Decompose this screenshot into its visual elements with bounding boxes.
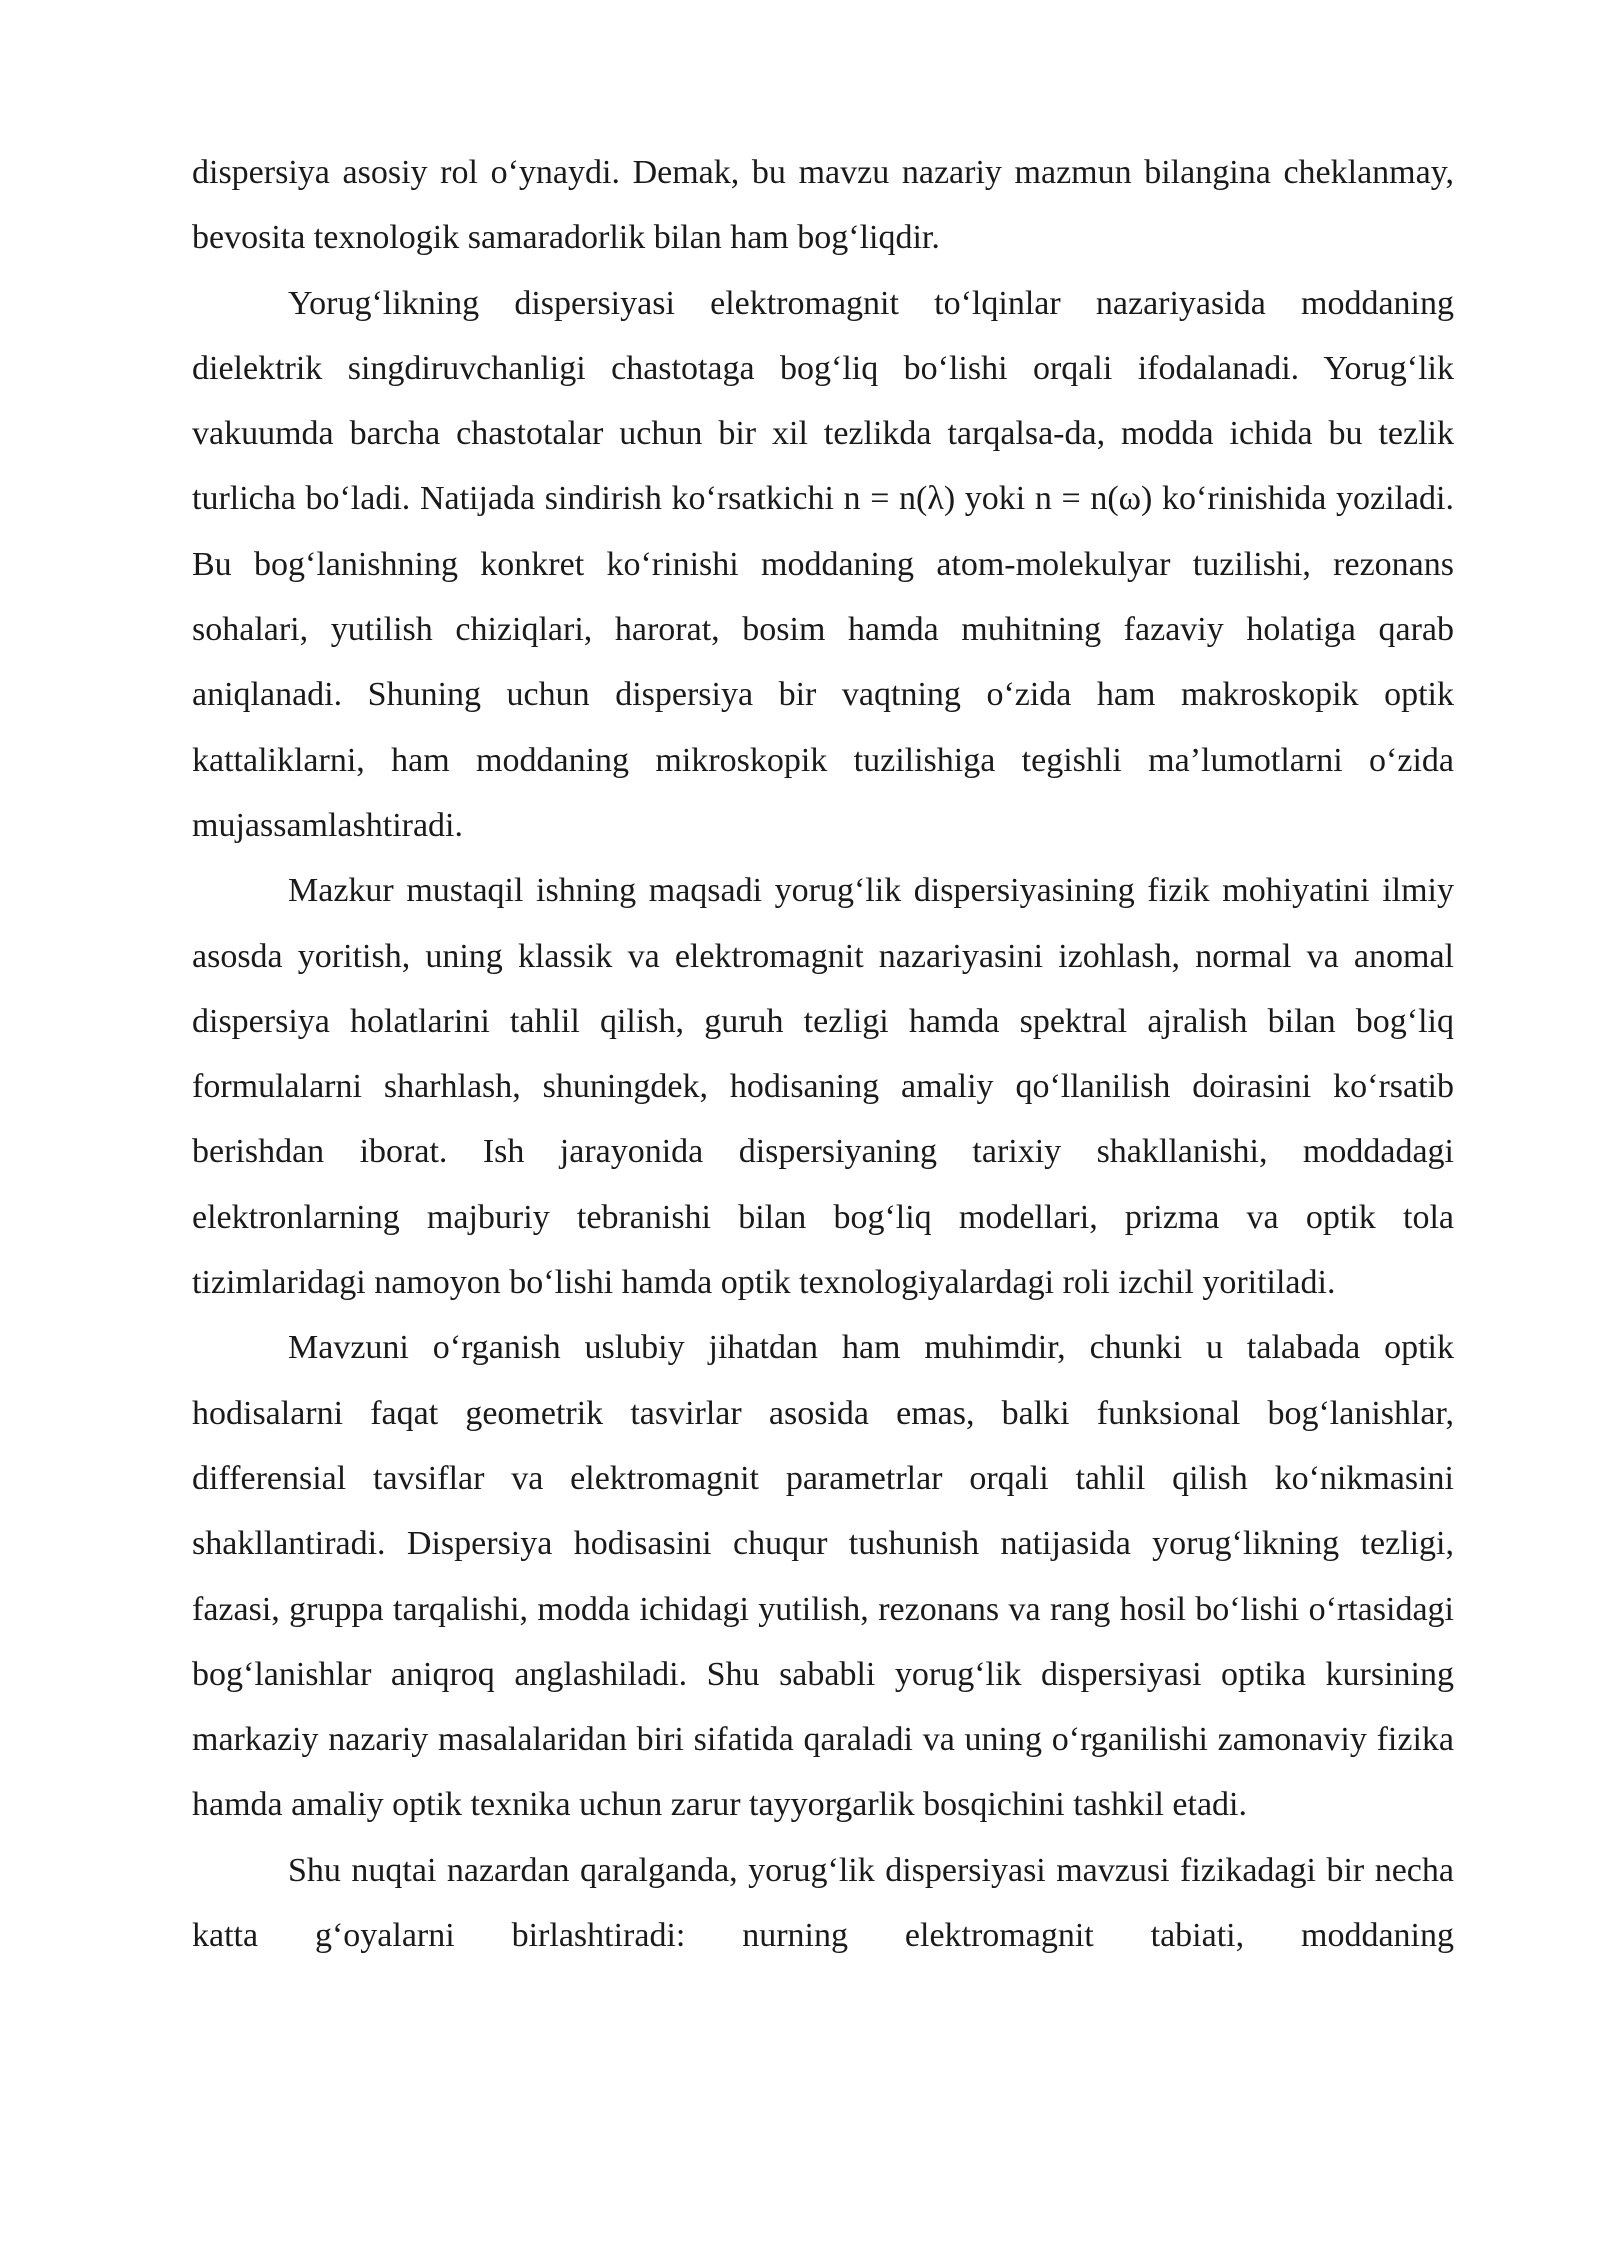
paragraph-work-goal: Mazkur mustaqil ishning maqsadi yorug‘lik dispersiyasining fizik mohiyatini ilmiy asosda yoritish, uning klassik va elektromagnit nazariyasini izohlash, normal va anomal dispersiya holatlarini tahlil qilish, guruh tezligi hamda spektral ajralish bilan bog‘liq formulalarni sharhlash, shuningdek, hodisaning amaliy qo‘llanilish doirasini ko‘rsatib berishdan iborat. Ish jarayonida dispersiyaning tarixiy shakllanishi, moddadagi elektronlarning majburiy tebranishi bilan bog‘liq modellari, prizma va optik tola tizimlaridagi namoyon bo‘lishi hamda optik texnologiyalardagi roli izchil yoritiladi. [192,872,1454,1302]
paragraph-continuation: dispersiya asosiy rol o‘ynaydi. Demak, bu mavzu nazariy mazmun bilangina cheklanmay, bevosita texnologik samaradorlik bilan ham bog‘liqdir. [192,154,1454,257]
paragraph-dispersion-theory: Yorug‘likning dispersiyasi elektromagnit to‘lqinlar nazariyasida moddaning dielektrik singdiruvchanligi chastotaga bog‘liq bo‘lishi orqali ifodalanadi. Yorug‘lik vakuumda barcha chastotalar uchun bir xil tezlikda tarqalsa-da, modda ichida bu tezlik turlicha bo‘ladi. Natijada sindirish ko‘rsatkichi n = n(λ) yoki n = n(ω) ko‘rinishida yoziladi. Bu bog‘lanishning konkret ko‘rinishi moddaning atom-molekulyar tuzilishi, rezonans sohalari, yutilish chiziqlari, harorat, bosim hamda muhitning fazaviy holatiga qarab aniqlanadi. Shuning uchun dispersiya bir vaqtning o‘zida ham makroskopik optik kattaliklarni, ham moddaning mikroskopik tuzilishiga tegishli ma’lumotlarni o‘zida mujassamlashtiradi. [192,284,1454,844]
body-text [192,140,1454,1968]
paragraph-conclusion-start: Shu nuqtai nazardan qaralganda, yorug‘lik dispersiyasi mavzusi fizikadagi bir necha katta g‘oyalarni birlashtiradi: nurning elektromagnit tabiati, moddaning [192,1851,1454,1955]
paragraph-methodology: Mavzuni o‘rganish uslubiy jihatdan ham muhimdir, chunki u talabada optik hodisalarni faqat geometrik tasvirlar asosida emas, balki funksional bog‘lanishlar, differensial tavsiflar va elektromagnit parametrlar orqali tahlil qilish ko‘nikmasini shakllantiradi. Dispersiya hodisasini chuqur tushunish natijasida yorug‘likning tezligi, fazasi, gruppa tarqalishi, modda ichidagi yutilish, rezonans va rang hosil bo‘lishi o‘rtasidagi bog‘lanishlar aniqroq anglashiladi. Shu sababli yorug‘lik dispersiyasi optika kursining markaziy nazariy masalalaridan biri sifatida qaraladi va uning o‘rganilishi zamonaviy fizika hamda amaliy optik texnika uchun zarur tayyorgarlik bosqichini tashkil etadi. [192,1329,1454,1824]
